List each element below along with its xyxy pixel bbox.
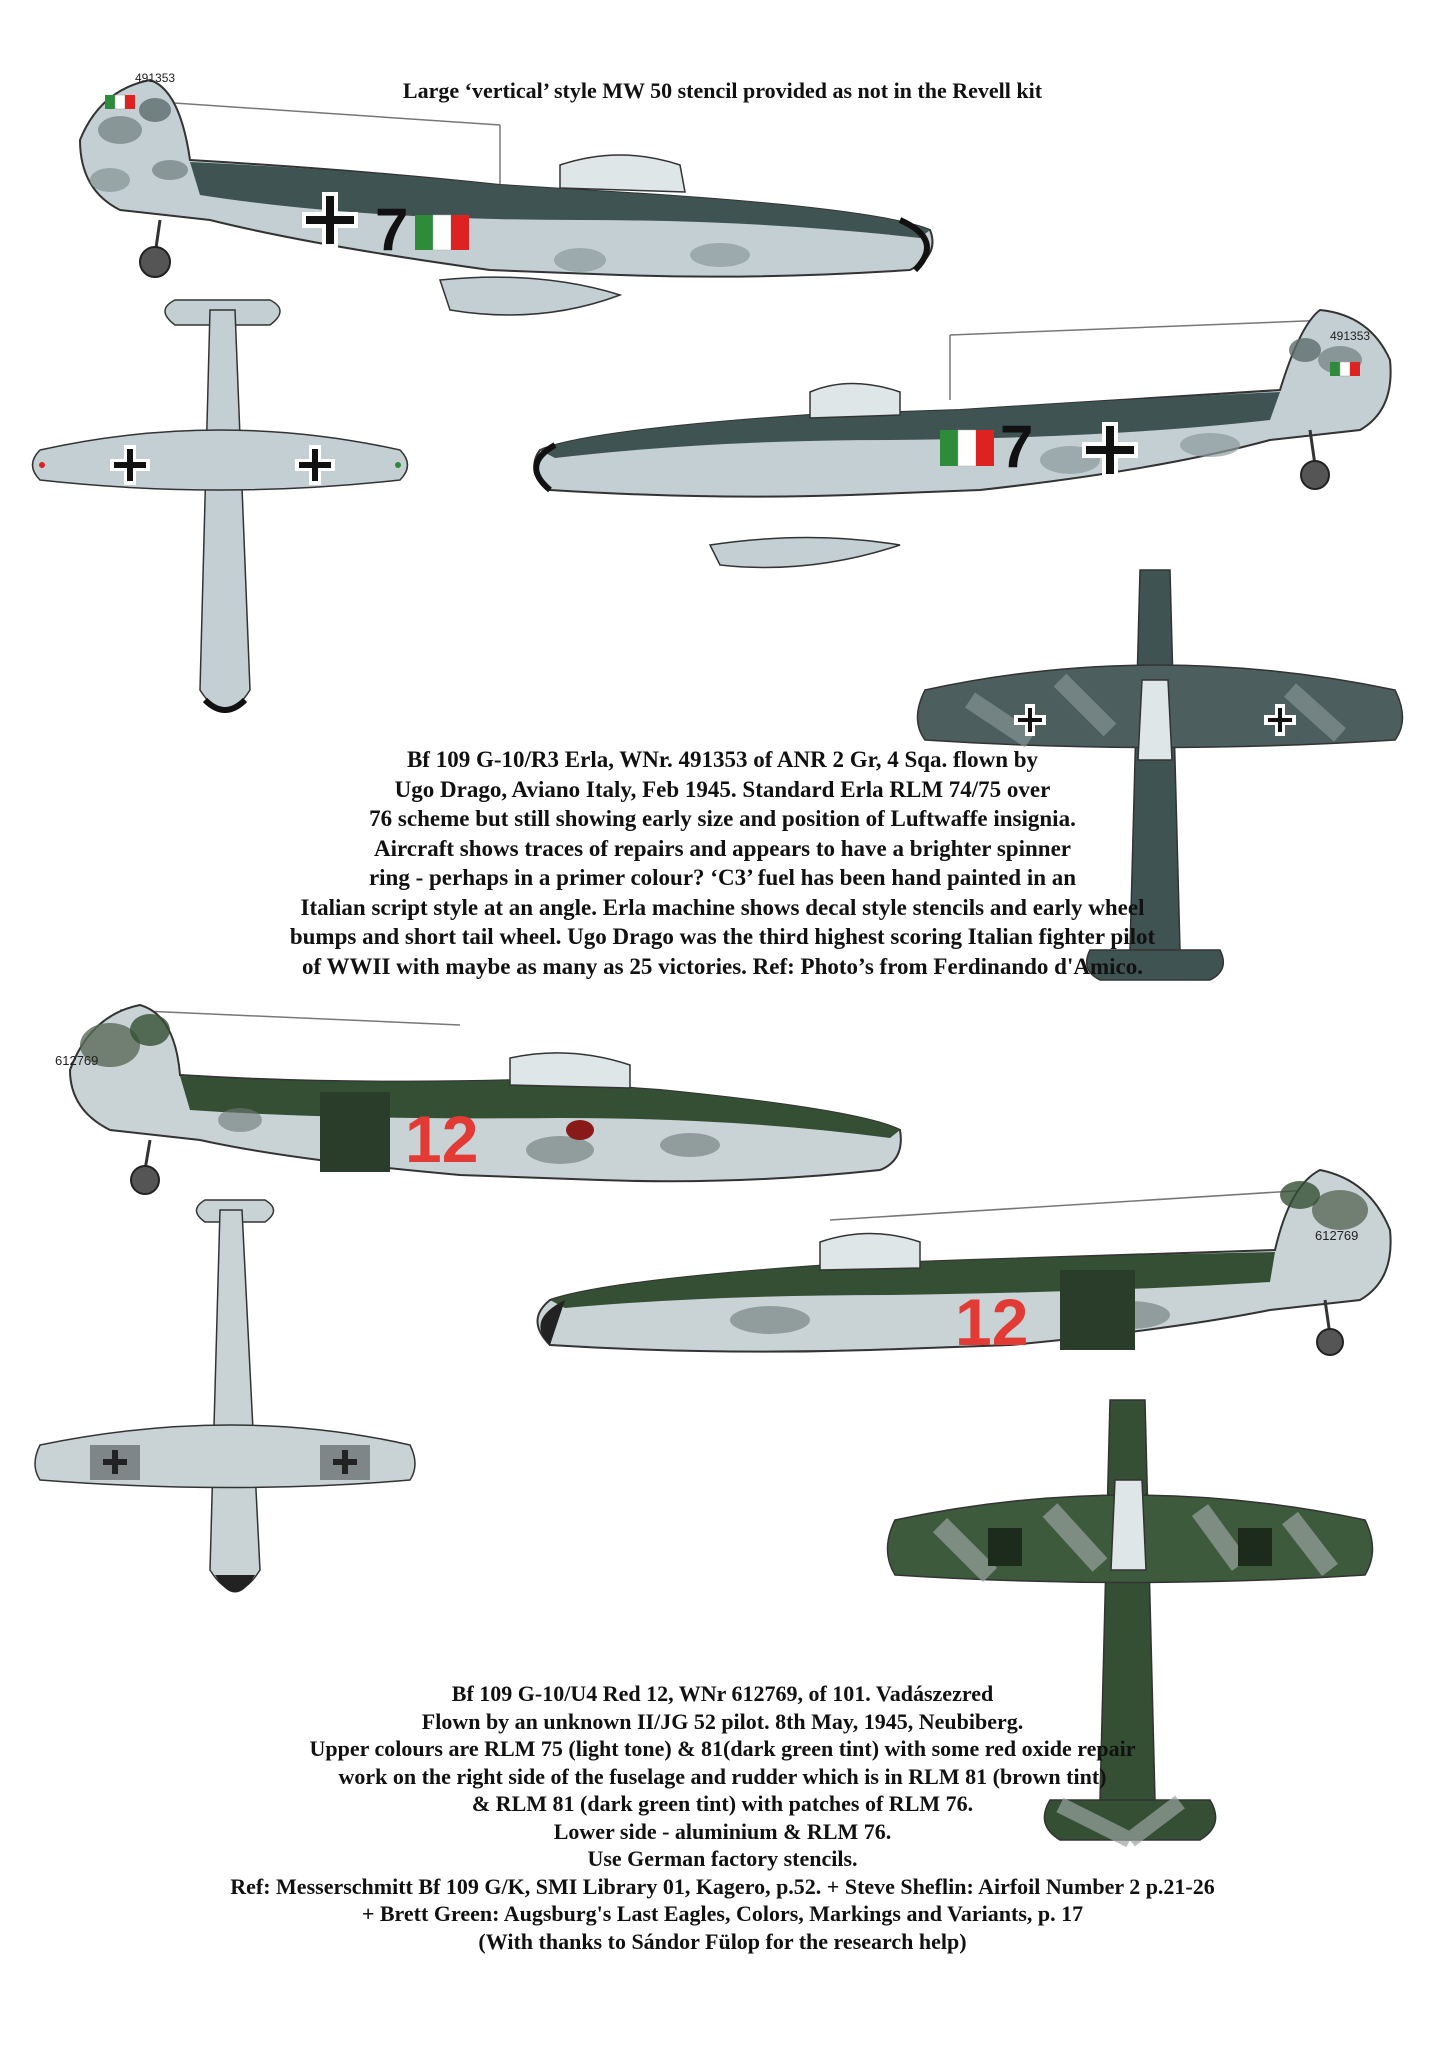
caption-line: + Brett Green: Augsburg's Last Eagles, Colors, Markings and Variants, p. 17 — [361, 1901, 1084, 1926]
caption-line: Upper colours are RLM 75 (light tone) & 81(dark green tint) with some red oxide repair — [309, 1736, 1136, 1761]
caption-line: Aircraft shows traces of repairs and appears to have a brighter spinner — [374, 835, 1071, 861]
aircraft1-serial-left: 491353 — [135, 71, 176, 85]
caption-line: Flown by an unknown II/JG 52 pilot. 8th May, 1945, Neubiberg. — [421, 1708, 1024, 1734]
caption-line: Bf 109 G-10/U4 Red 12, WNr 612769, of 101. Vadászezred — [451, 1681, 994, 1706]
caption-line: work on the right side of the fuselage and rudder which is in RLM 81 (brown tint) — [338, 1763, 1107, 1789]
caption-line: of WWII with maybe as many as 25 victories. Ref: Photo’s from Ferdinando d'Amico. — [302, 953, 1143, 979]
caption-line: 76 scheme but still showing early size and position of Luftwaffe insignia. — [369, 806, 1076, 831]
aircraft1-serial-right: 491353 — [1330, 329, 1371, 343]
aircraft2-underside-view — [20, 1190, 420, 1630]
aircraft2-serial-left: 612769 — [55, 1053, 99, 1068]
caption-line: bumps and short tail wheel. Ugo Drago was the third highest scoring Italian fighter pilot — [289, 924, 1156, 949]
caption-line: Use German factory stencils. — [587, 1846, 858, 1871]
aircraft1-caption — [0, 745, 1445, 981]
caption-line: Italian script style at an angle. Erla machine shows decal style stencils and early wheel — [300, 894, 1145, 920]
aircraft1-code-right: 7 — [1000, 413, 1034, 480]
caption-line: Ugo Drago, Aviano Italy, Feb 1945. Standard Erla RLM 74/75 over — [394, 776, 1051, 802]
aircraft1-underside-view — [20, 290, 420, 760]
aircraft1-code-left: 7 — [375, 196, 409, 263]
caption-line: Ref: Messerschmitt Bf 109 G/K, SMI Library 01, Kagero, p.52. + Steve Sheflin: Airfoil Number 2 p.21-26 — [230, 1873, 1215, 1899]
caption-line: ring - perhaps in a primer colour? ‘C3’ fuel has been hand painted in an — [368, 865, 1077, 890]
caption-line: Lower side - aluminium & RLM 76. — [553, 1818, 892, 1844]
aircraft2-code-left: 12 — [405, 1102, 479, 1176]
aircraft2-caption — [0, 1680, 1445, 1955]
aircraft2-serial-right: 612769 — [1315, 1228, 1359, 1243]
aircraft1-right-profile — [510, 320, 1410, 610]
caption-line: & RLM 81 (dark green tint) with patches of RLM 76. — [471, 1791, 974, 1816]
mw50-stencil-note: Large ‘vertical’ style MW 50 stencil provided as not in the Revell kit — [402, 78, 1043, 103]
caption-line: (With thanks to Sándor Fülop for the research help) — [478, 1928, 967, 1954]
aircraft2-right-profile — [510, 1170, 1410, 1430]
caption-line: Bf 109 G-10/R3 Erla, WNr. 491353 of ANR 2 Gr, 4 Sqa. flown by — [406, 747, 1039, 772]
aircraft2-code-right: 12 — [955, 1285, 1029, 1359]
